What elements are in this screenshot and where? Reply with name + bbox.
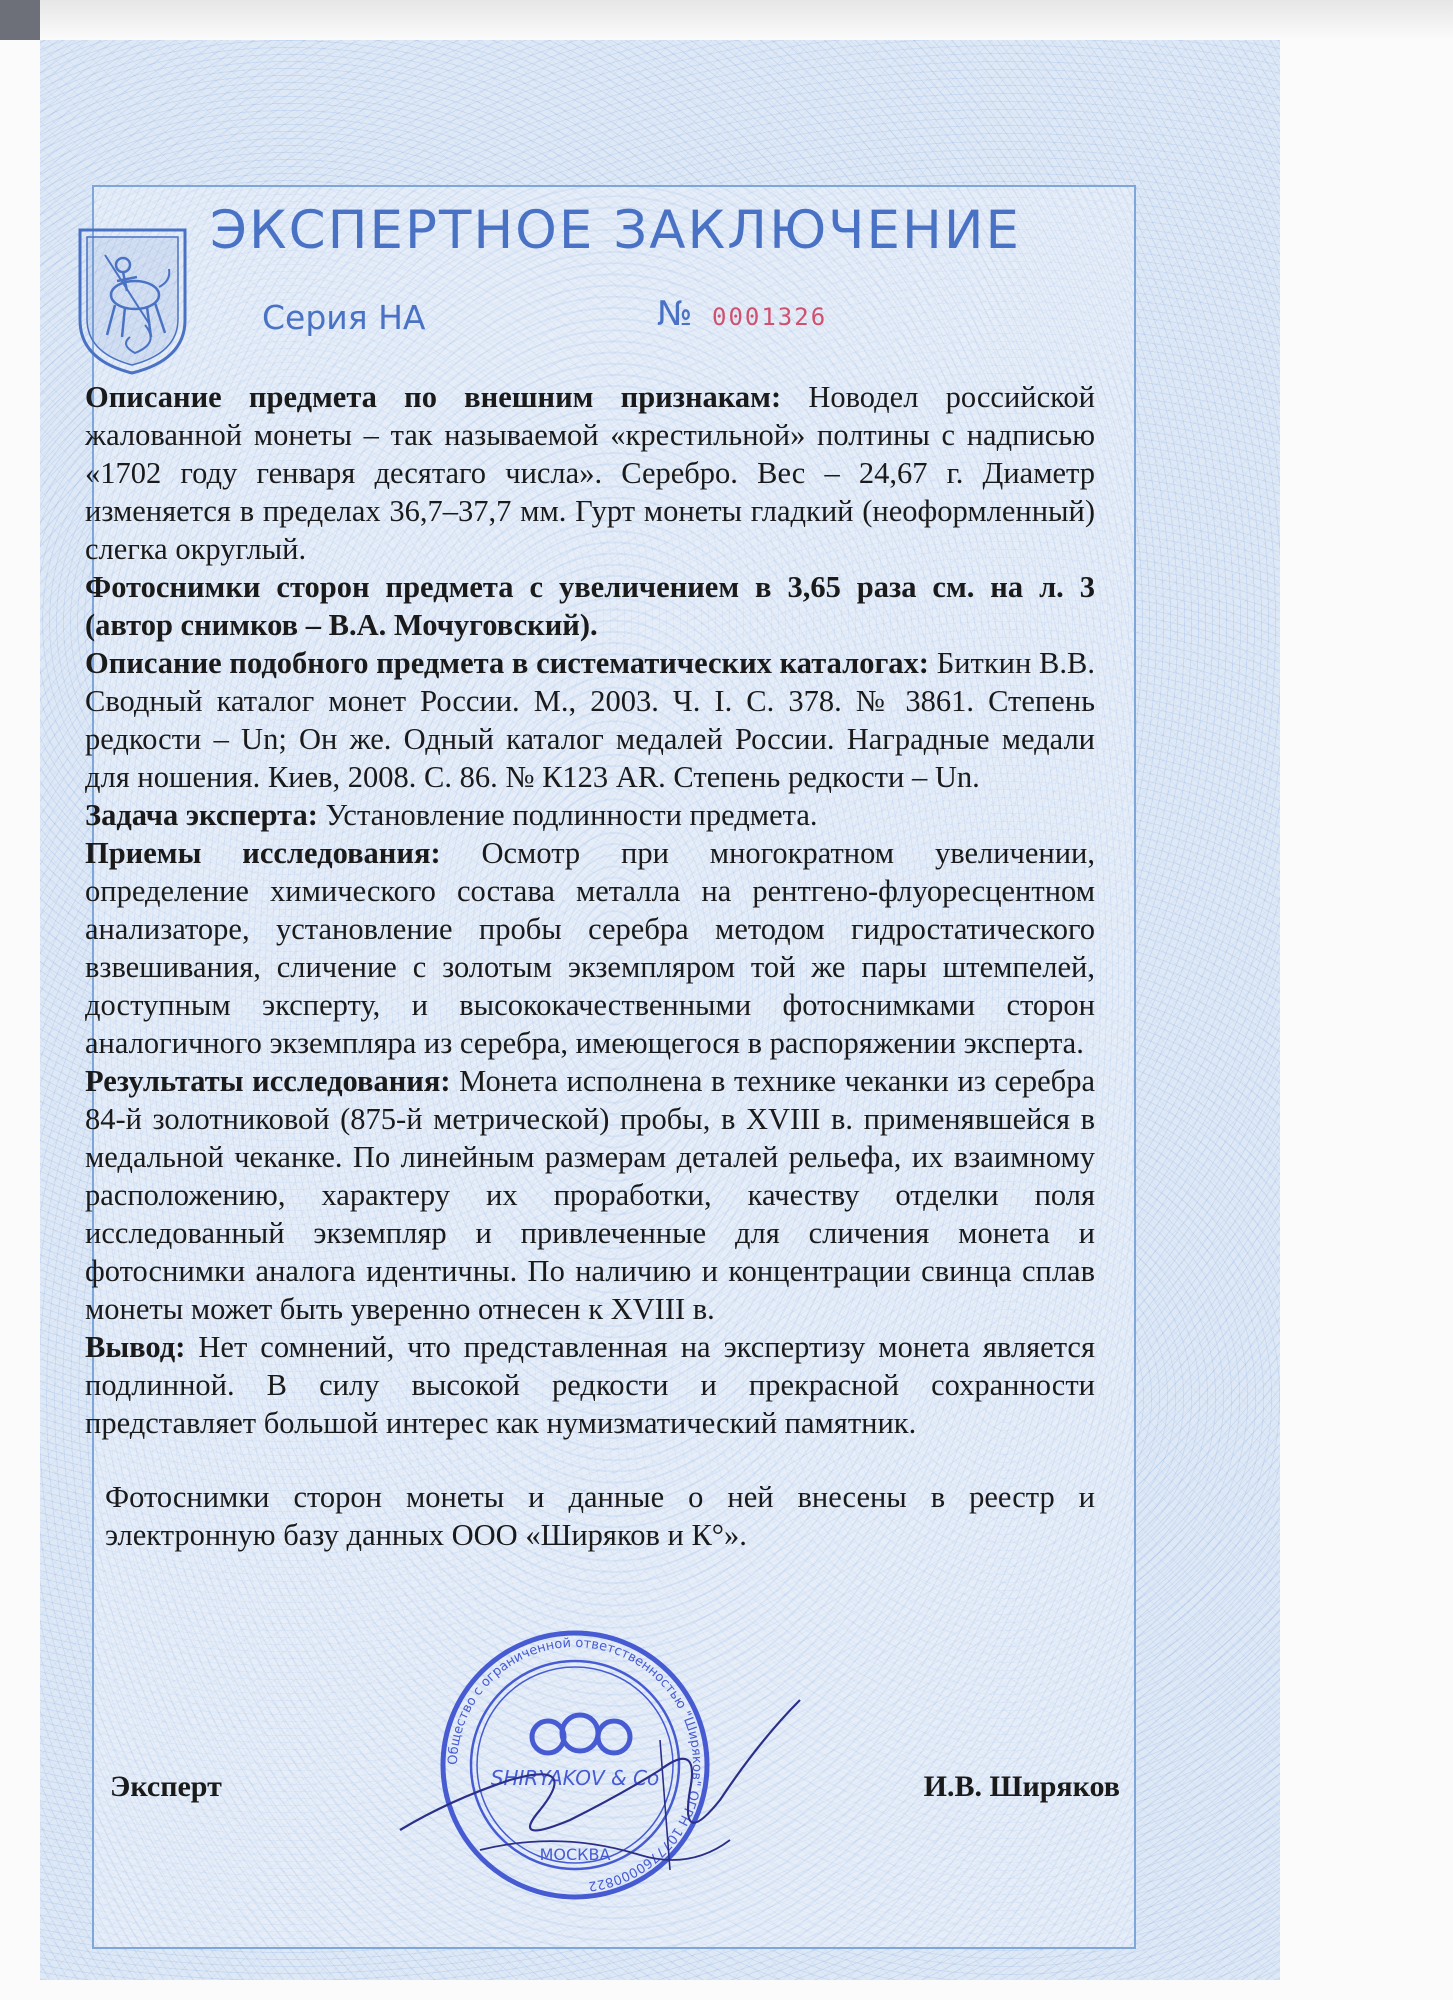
section-task bbox=[85, 796, 1095, 834]
section-text: Новодел российской жалованной монеты – так называемой «крестильной» полтины с надписью «1702 году генваря десятаго числа». Серебро. Вес – 24,67 г. Диаметр изменяется в пределах 36,7–37,7 мм. Гурт монеты гладкий (неоформленный) слегка округлый. bbox=[85, 380, 1095, 566]
section-text: Монета исполнена в технике чеканки из серебра 84-й золотниковой (875-й метрической) пробы, в XVIII в. применявшейся в медальной чеканке. По линейным размерам деталей рельефа, их взаимному расположению, характеру их проработки, качеству отделки поля исследованный экземпляр и привлеченные для сличения монета и фотоснимки аналога идентичны. По наличию и концентрации свинца сплав монеты может быть уверенно отнесен к XVIII в. bbox=[85, 1064, 1095, 1326]
section-heading: Задача эксперта: bbox=[85, 798, 318, 832]
section-photos bbox=[85, 568, 1095, 644]
section-conclusion bbox=[85, 1328, 1095, 1442]
certificate-title: ЭКСПЕРТНОЕ ЗАКЛЮЧЕНИЕ bbox=[210, 200, 1021, 261]
handwritten-signature-icon bbox=[360, 1680, 860, 1880]
section-heading: Приемы исследования: bbox=[85, 836, 441, 870]
section-text: Установление подлинности предмета. bbox=[317, 798, 818, 832]
stamp-ring-text: Общество с ограниченной ответственностью "Ширяков" ОГРН 1077760000822 bbox=[445, 1635, 705, 1894]
section-text: Биткин В.В. Сводный каталог монет России. М., 2003. Ч. I. С. 378. № 3861. Степень редкости – Un; Он же. Одный каталог медалей России. Наградные медали для ношения. Киев, 2008. С. 86. № К123 AR. Степень редкости – Un. bbox=[85, 646, 1095, 794]
section-heading: Фотоснимки сторон предмета с увеличением в 3,65 раза см. на л. 3 (автор снимков – В.А. Мочуговский). bbox=[85, 570, 1095, 642]
spacer bbox=[85, 1442, 1095, 1478]
section-description bbox=[85, 378, 1095, 568]
section-catalogs bbox=[85, 644, 1095, 796]
scan-corner-shadow bbox=[0, 0, 40, 40]
number-sign: № bbox=[657, 294, 693, 334]
section-results bbox=[85, 1062, 1095, 1328]
section-text: Нет сомнений, что представленная на экспертизу монета является подлинной. В силу высокой редкости и прекрасной сохранности представляет большой интерес как нумизматический памятник. bbox=[85, 1330, 1095, 1440]
section-methods bbox=[85, 834, 1095, 1062]
stamp-city: МОСКВА bbox=[539, 1845, 611, 1864]
expert-label: Эксперт bbox=[110, 1770, 222, 1803]
section-heading: Описание подобного предмета в систематических каталогах: bbox=[85, 646, 929, 680]
certificate-body bbox=[85, 378, 1095, 1554]
section-text: Осмотр при многократном увеличении, определение химического состава металла на рентгено-флуоресцентном анализаторе, установление пробы серебра методом гидростатического взвешивания, сличение с золотым экземпляром той же пары штемпелей, доступным эксперту, и высококачественными фотоснимками сторон аналогичного экземпляра из серебра, имеющегося в распоряжении эксперта. bbox=[85, 836, 1095, 1060]
moscow-coat-of-arms-icon bbox=[75, 225, 190, 375]
registry-note: Фотоснимки сторон монеты и данные о ней внесены в реестр и электронную базу данных ООО «Ширяков и К°». bbox=[105, 1480, 1095, 1552]
scan-margin bbox=[0, 0, 1453, 40]
section-heading: Описание предмета по внешним признакам: bbox=[85, 380, 782, 414]
section-heading: Вывод: bbox=[85, 1330, 186, 1364]
series-label: Серия НА bbox=[262, 298, 426, 337]
stamp-logo-text: SHIRYAKOV & Co bbox=[490, 1766, 660, 1790]
expert-name: И.В. Ширяков bbox=[923, 1770, 1120, 1803]
section-heading: Результаты исследования: bbox=[85, 1064, 451, 1098]
serial-number: 0001326 bbox=[712, 303, 828, 331]
